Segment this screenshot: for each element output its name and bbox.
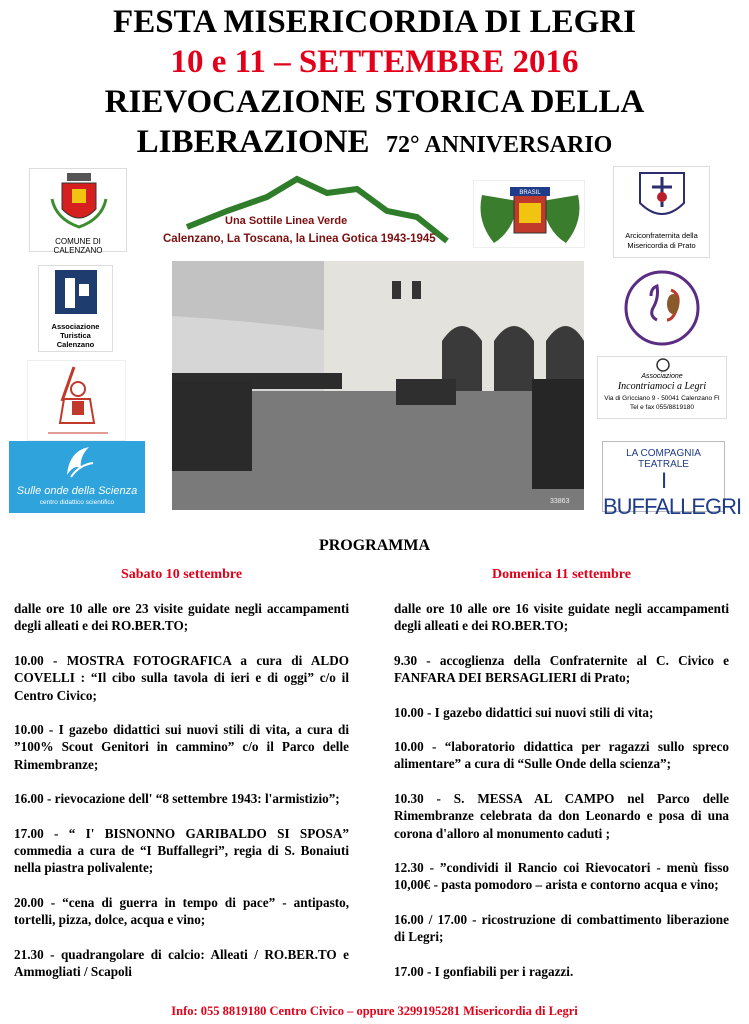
turistica-tower-icon: [39, 266, 114, 318]
sunday-item: 12.30 - ”condividi il Rancio coi Rievocatori - menù fisso 10,00€ - pasta pomodoro – arista e contorno acqua e vino;: [394, 860, 729, 893]
saturday-item: 10.00 - I gazebo didattici sui nuovi stili di vita, a cura di ”100% Scout Genitori in cammino” c/o il Parco delle Rimembranze;: [14, 722, 349, 772]
photo-stamp: 33863: [550, 498, 570, 505]
brasil-crest-icon: [474, 181, 586, 249]
title-line-4: [0, 124, 749, 161]
logo-arciconfraternita: [613, 166, 710, 258]
incontriamoci-line-1: Associazione: [641, 373, 683, 380]
logo-sottile-linea-verde: [157, 171, 470, 251]
incontriamoci-tel: Tel e fax 055/8819180: [630, 404, 694, 411]
sulle-onde-sub: centro didattico scientifico: [39, 499, 115, 506]
arciconfraternita-line-2: Misericordia di Prato: [627, 241, 696, 250]
sunday-item: 9.30 - accoglienza della Confraternite al C. Civico e FANFARA DEI BERSAGLIERI di Prato;: [394, 652, 729, 686]
saturday-item: dalle ore 10 alle ore 23 visite guidate negli accampamenti degli alleati e dei RO.BER.TO;: [14, 601, 349, 634]
title-dates: 10 e 11 – SETTEMBRE 2016: [170, 44, 579, 80]
wave-icon: [9, 441, 145, 481]
sunday-item: dalle ore 10 alle ore 16 visite guidate negli accampamenti degli alleati e dei RO.BER.TO;: [394, 601, 729, 634]
saturday-item: 16.00 - rievocazione dell' “8 settembre 1943: l'armistizio”;: [14, 791, 340, 807]
arciconfraternita-line-1: Arciconfraternita della: [625, 231, 698, 240]
incontriamoci-address: Via di Grìcciano 9 - 50041 Calenzano FI: [604, 395, 720, 402]
turistica-line-3: Calenzano: [56, 340, 95, 349]
compagnia-name: I BUFFALLEGRI: [603, 468, 742, 519]
title-line-3: RIEVOCAZIONE STORICA DELLA: [104, 84, 645, 120]
sulle-onde-label: Sulle onde della Scienza: [16, 485, 138, 497]
sunday-item: 17.00 - I gonfiabili per i ragazzi.: [394, 963, 574, 979]
scout-lily-icon: [623, 268, 701, 348]
historic-photo: [172, 261, 584, 510]
sunday-program: [394, 600, 729, 997]
sunday-item: 16.00 / 17.00 - ricostruzione di combattimento liberazione di Legri;: [394, 911, 729, 945]
saturday-item: 20.00 - “cena di guerra in tempo di pace” - antipasto, tortelli, pizza, dolce, acqua e vino;: [14, 894, 349, 928]
calenzano-label: COMUNE DI CALENZANO: [53, 237, 103, 255]
photo-scene: [172, 261, 584, 510]
saturday-item: 10.00 - MOSTRA FOTOGRAFICA a cura di ALDO COVELLI : “Il cibo sulla tavola di ieri e di oggi” c/o il Centro Civico;: [14, 652, 349, 703]
logo-knight: [27, 360, 126, 441]
sunday-item: 10.30 - S. MESSA AL CAMPO nel Parco delle Rimembranze celebrata da don Leonardo e posa di una corona d'alloro al monumento caduti ;: [394, 790, 729, 841]
logo-compagnia-teatrale: [602, 441, 742, 519]
knight-icon: [28, 361, 127, 442]
incontriamoci-line-2: Incontriamoci a Legri: [617, 381, 707, 392]
logo-sulle-onde: [9, 441, 145, 513]
logo-associazione-turistica: [38, 265, 113, 352]
turistica-line-1: Associazione: [51, 322, 100, 331]
brasil-label: BRASIL: [519, 190, 541, 196]
calenzano-crest-icon: [30, 169, 128, 233]
logo-incontriamoci: [597, 356, 727, 419]
misericordia-crest-icon: [614, 167, 711, 227]
logo-comune-calenzano: [29, 168, 127, 255]
compagnia-top: LA COMPAGNIA TEATRALE: [626, 448, 701, 470]
sottile-title: Una Sottile Linea Verde: [225, 215, 348, 227]
sunday-item: 10.00 - “laboratorio didattica per ragazzi sullo spreco alimentare” a cura di “Sulle Onde della scienza”;: [394, 739, 729, 772]
title-line-1: FESTA MISERICORDIA DI LEGRI: [113, 4, 636, 40]
sottile-subtitle: Calenzano, La Toscana, la Linea Gotica 1943-1945: [163, 233, 436, 245]
saturday-program: [14, 600, 349, 998]
saturday-item: 17.00 - “ I' BISNONNO GARIBALDO SI SPOSA” commedia a cura de “I Buffallegri”, regia di S. Bonaiuti nella piastra polivalente;: [14, 825, 349, 876]
turistica-line-2: Turistica: [60, 331, 91, 340]
program-title: PROGRAMMA: [318, 537, 431, 554]
saturday-item: 21.30 - quadrangolare di calcio: Alleati / RO.BER.TO e Ammogliati / Scapoli: [14, 946, 349, 980]
title-anniversary: 72° ANNIVERSARIO: [386, 132, 613, 158]
title-liberazione: LIBERAZIONE: [136, 124, 370, 160]
sunday-item: 10.00 - I gazebo didattici sui nuovi stili di vita;: [394, 704, 654, 720]
footer-info: Info: 055 8819180 Centro Civico – oppure 3299195281 Misericordia di Legri: [171, 1004, 578, 1018]
saturday-title: Sabato 10 settembre: [120, 567, 243, 582]
incontriamoci-emblem-icon: [598, 357, 728, 373]
logo-scout: [623, 268, 701, 348]
sunday-title: Domenica 11 settembre: [492, 567, 631, 582]
logo-brasil-crest: [473, 180, 585, 248]
